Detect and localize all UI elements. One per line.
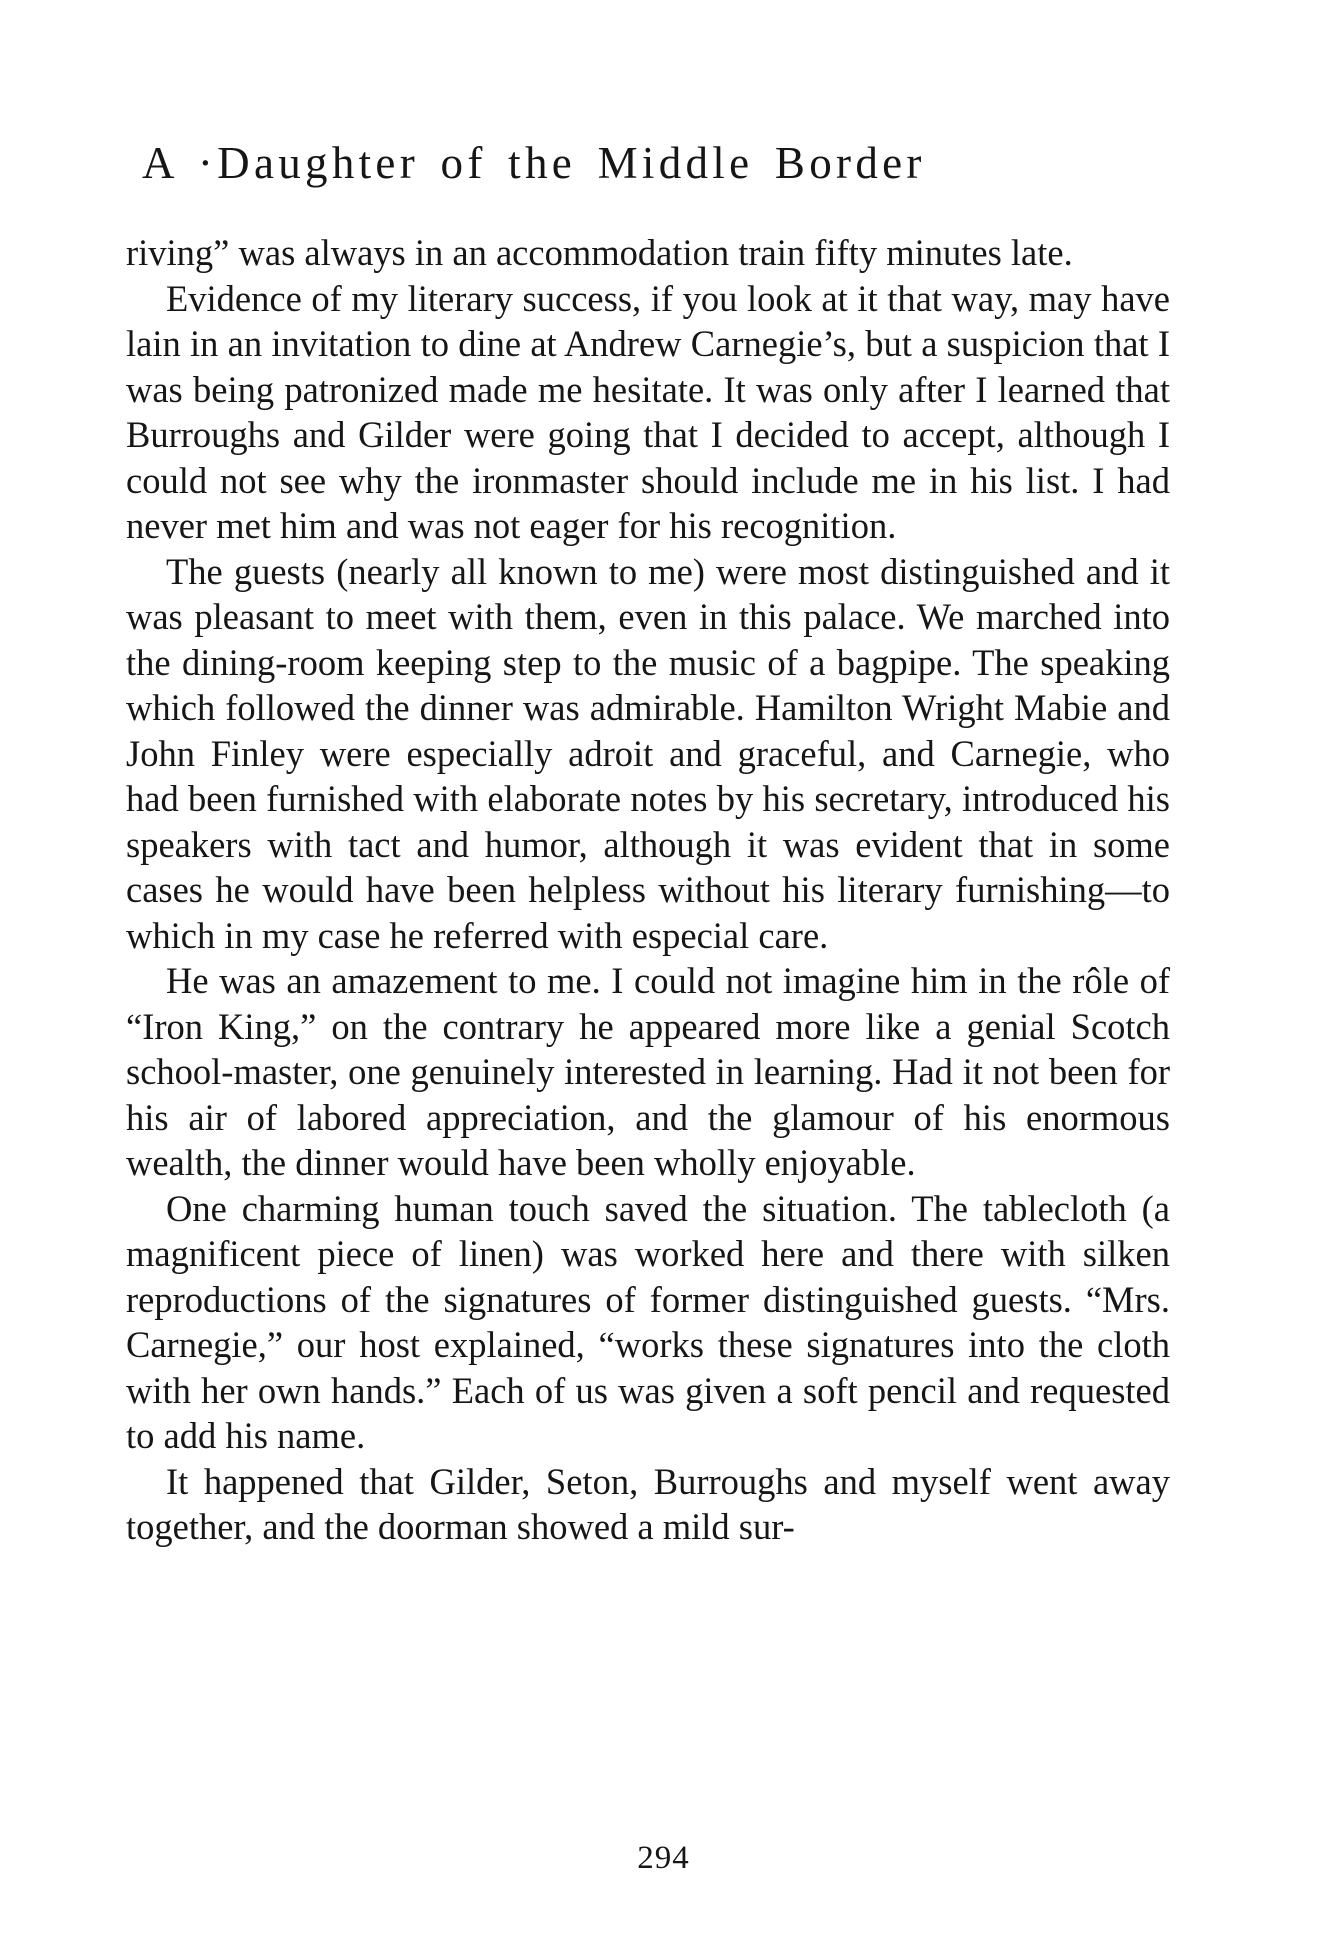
paragraph-tablecloth: One charming human touch saved the situation. The tablecloth (a magnificent piece of linen) was worked here and there with silken reproductions of the signatures of former distinguished guests. “Mrs. Carnegie,” our host explained, “works these signatures into the cloth with her own hands.” Each of us was given a soft pencil and requested to add his name.: [126, 1187, 1170, 1456]
paragraph-dinner-guests: The guests (nearly all known to me) were most distinguished and it was pleasant to meet with them, even in this palace. We marched into the dining-room keeping step to the music of a bagpipe. The speaking which followed the dinner was admirable. Hamilton Wright Mabie and John Finley were especially adroit and graceful, and Carnegie, who had been furnished with elaborate notes by his secretary, introduced his speakers with tact and humor, although it was evident that in some cases he would have been helpless without his literary furnishing—to which in my case he referred with especial care.: [126, 550, 1170, 956]
page-body: [126, 230, 1170, 1550]
paragraph-departure: It happened that Gilder, Seton, Burroughs and myself went away together, and the doorman showed a mild sur-: [126, 1460, 1170, 1547]
running-title: A ·Daughter of the Middle Border: [142, 138, 926, 188]
page-number: 294: [637, 1840, 690, 1876]
paragraph-carnegie-invitation: Evidence of my literary success, if you look at it that way, may have lain in an invitation to dine at Andrew Carnegie’s, but a suspicion that I was being patronized made me hesitate. It was only after I learned that Burroughs and Gilder were going that I decided to accept, although I could not see why the ironmaster should include me in his list. I had never met him and was not eager for his recognition.: [126, 277, 1170, 546]
paragraph-continued: riving” was always in an accommodation train fifty minutes late.: [126, 232, 1073, 273]
paragraph-iron-king: He was an amazement to me. I could not imagine him in the rôle of “Iron King,” on the contrary he appeared more like a genial Scotch school-master, one genuinely interested in learning. Had it not been for his air of labored appreciation, and the glamour of his enormous wealth, the dinner would have been wholly enjoyable.: [126, 960, 1170, 1183]
